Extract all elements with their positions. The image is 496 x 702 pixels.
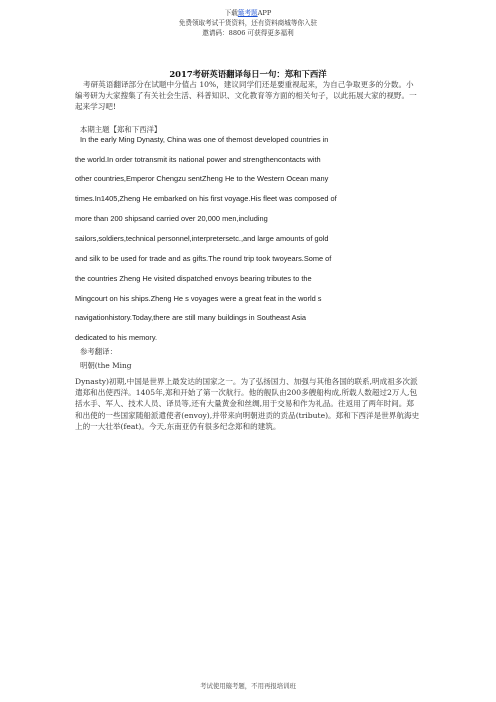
document-title: 2017考研英语翻译每日一句：郑和下西洋 <box>169 69 327 79</box>
app-link[interactable]: 簸考题 <box>237 9 258 17</box>
english-line: sailors,soldiers,technical personnel,interpretersetc.,and large amounts of gold <box>75 234 329 243</box>
english-line: more than 200 shipsand carried over 20,000 men,including <box>75 214 268 223</box>
english-line: other countries,Emperor Chengzu sentZheng He to the Western Ocean many <box>75 174 329 183</box>
english-line: navigationhistory.Today,there are still many buildings in Southeast Asia <box>75 313 307 322</box>
header-line-1 <box>0 9 496 18</box>
english-line: and silk to be used for trade and as gifts.The round trip took twoyears.Some of <box>75 254 332 263</box>
intro-text: 考研英语翻译部分在试题中分值占 10%，建议同学们还是要重视起来，为自己争取更多的分数。小编考研为大家搜集了有关社会生活、科普知识、文化教育等方面的相关句子，以此拓展大家的视野。一起来学习吧! <box>75 80 417 112</box>
english-line: Mingcourt on his ships.Zheng He s voyages were a great feat in the world s <box>75 294 322 303</box>
intro-paragraph <box>75 79 421 113</box>
reference-start: 明朝(the Ming <box>80 361 132 370</box>
header-suffix: APP <box>257 9 272 17</box>
reference-label: 参考翻译： <box>80 347 117 356</box>
header-prefix: 下载 <box>224 9 238 17</box>
english-line: dedicated to his memory. <box>75 333 158 342</box>
english-line: times.In1405,Zheng He embarked on his first voyage.His fleet was composed of <box>75 194 337 203</box>
header-line-3: 邀请码：8806 可获得更多福利 <box>202 29 294 37</box>
topic-label: 本期主题【郑和下西洋】 <box>80 125 162 134</box>
english-line: In the early Ming Dynasty, China was one of themost developed countries in <box>80 135 329 144</box>
translation-paragraph: Dynasty)初期,中国是世界上最发达的国家之一。为了弘扬国力、加强与其他各国的联系,明成祖多次派遣郑和出使西洋。1405年,郑和开始了第一次航行。他的舰队由200多艘船构成,所载人数超过2万人,包括水手、军人、技术人员、译员等,还有大量黄金和丝绸,用于交易和作为礼品。往返用了两年时间。郑和出使的一些国家随船派遣使者(envoy),并带来向明朝进贡的贡品(tribute)。郑和下西洋是世界航海史上的一大壮举(feat)。今天,东南亚仍有很多纪念郑和的建筑。 <box>75 377 420 431</box>
english-line: the world.In order totransmit its national power and strengthencontacts with <box>75 155 321 164</box>
english-line: the countries Zheng He visited dispatched envoys bearing tributes to the <box>75 274 312 283</box>
footer-note: 考试使用簸考题，不用再报培训班 <box>200 682 296 690</box>
header-line-2: 免费领取考试干货资料，还有资料商城等你入驻 <box>178 19 318 27</box>
